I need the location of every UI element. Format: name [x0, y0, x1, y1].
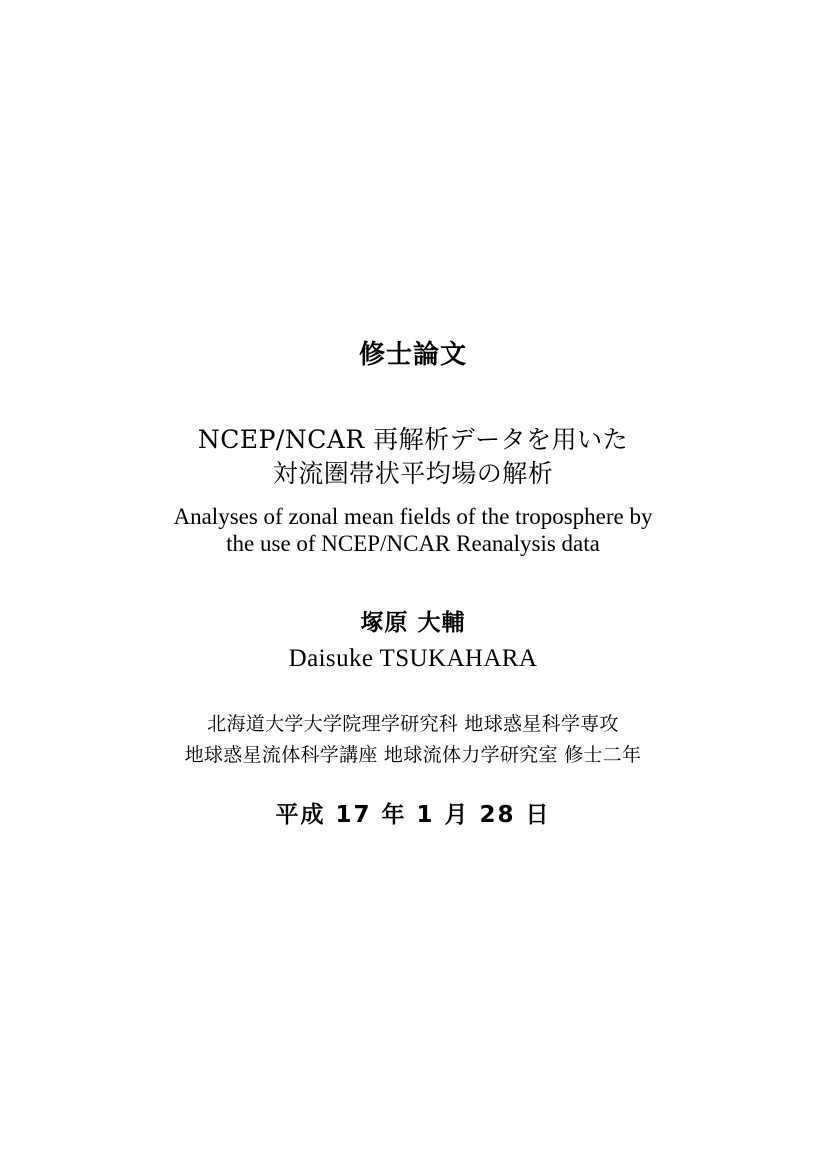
title-english-line-1: Analyses of zonal mean fields of the troposphere by — [173, 503, 653, 529]
title-japanese — [0, 423, 826, 491]
title-english — [0, 503, 826, 558]
affiliation-line-2: 地球惑星流体科学講座 地球流体力学研究室 修士二年 — [184, 744, 642, 767]
title-japanese-line-2: 対流圏帯状平均場の解析 — [272, 458, 554, 488]
title-block — [0, 340, 826, 829]
author-name-english: Daisuke TSUKAHARA — [288, 644, 538, 672]
affiliation-block — [0, 709, 826, 772]
title-english-line-2: the use of NCEP/NCAR Reanalysis data — [226, 531, 600, 557]
submission-date: 平成 17 年 1 月 28 日 — [275, 801, 551, 828]
affiliation-line-1: 北海道大学大学院理学研究科 地球惑星科学専攻 — [207, 712, 619, 735]
document-type-heading: 修士論文 — [358, 340, 467, 370]
title-japanese-line-1: NCEP/NCAR 再解析データを用いた — [197, 425, 629, 455]
author-block — [0, 604, 826, 673]
author-name-japanese: 塚原 大輔 — [360, 609, 466, 636]
